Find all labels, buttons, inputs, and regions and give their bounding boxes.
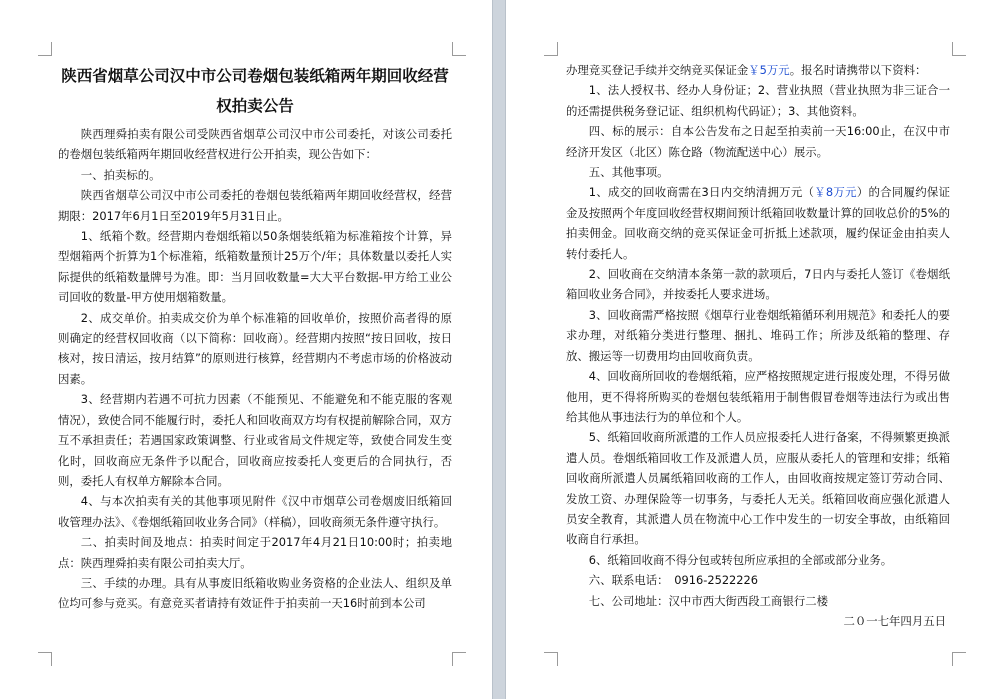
paragraph: 3、经营期内若遇不可抗力因素（不能预见、不能避免和不能克服的客观情况），致使合同不能履行时，委托人和回收商双方均有权提前解除合同，双方互不承担责任；若遇国家政策调整、行业或省局文件规定等，致使合同发生变化时，回收商应无条件予以配合，回收商应按委托人变更后的合同执行，否则，委托人有权单方解除本合同。 <box>58 392 452 488</box>
document-date: 二０一七年四月五日 <box>843 613 946 628</box>
page-text-left[interactable] <box>58 58 452 614</box>
paragraph: 3、回收商需严格按照《烟草行业卷烟纸箱循环利用规范》和委托人的要求办理，对纸箱分类进行整理、捆扎、堆码工作；所涉及纸箱的整理、存放、搬运等一切费用均由回收商负责。 <box>566 307 950 363</box>
paragraph: 陕西省烟草公司汉中市公司委托的卷烟包装纸箱两年期回收经营权，经营期限：2017年6月1日至2019年5月31日止。 <box>58 188 452 223</box>
page-text-right[interactable] <box>566 60 950 631</box>
crop-mark <box>952 42 966 56</box>
paragraph: 2、成交单价。拍卖成交价为单个标准箱的回收单价，按照价高者得的原则确定的经营权回收商（以下简称：回收商）。经营期内按照“按日回收，按日核对，按日清运，按月结算”的原则进行核算，经营期内不考虑市场的价格波动因素。 <box>58 310 452 386</box>
section-heading: 五、其他事项。 <box>588 165 669 180</box>
crop-mark <box>544 652 558 666</box>
document-page-left <box>0 0 492 699</box>
section-heading: 四、标的展示：自本公告发布之日起至拍卖前一天16:00止，在汉中市经济开发区（北区）陈仓路（物流配送中心）展示。 <box>566 124 950 159</box>
paragraph: 6、纸箱回收商不得分包或转包所应承担的全部或部分业务。 <box>588 552 893 567</box>
paragraph: 2、回收商在交纳清本条第一款的款项后，7日内与委托人签订《卷烟纸箱回收业务合同》，并按委托人要求进场。 <box>566 267 950 302</box>
section-heading: 二、拍卖时间及地点：拍卖时间定于2017年4月21日10:00时；拍卖地点：陕西理舜拍卖有限公司拍卖大厅。 <box>58 535 452 570</box>
section-heading: 一、拍卖标的。 <box>80 167 161 182</box>
contact-phone: 六、联系电话： 0916-2522226 <box>588 573 759 588</box>
paragraph: 4、与本次拍卖有关的其他事项见附件《汉中市烟草公司卷烟废旧纸箱回收管理办法》、《卷烟纸箱回收业务合同》（样稿），回收商须无条件遵守执行。 <box>58 494 452 529</box>
section-heading: 三、手续的办理。具有从事废旧纸箱收购业务资格的企业法人、组织及单位均可参与竞买。有意竞买者请持有效证件于拍卖前一天16时前到本公司 <box>58 575 452 611</box>
paragraph: 办理竞买登记手续并交纳竞买保证金￥5万元。报名时请携带以下资料： <box>566 63 927 77</box>
crop-mark <box>544 42 558 56</box>
crop-mark <box>38 652 52 666</box>
paragraph: 5、纸箱回收商所派遣的工作人员应报委托人进行备案，不得频繁更换派遣人员。卷烟纸箱回收工作及派遣人员，应服从委托人的管理和安排；纸箱回收商所派遣人员属纸箱回收商的工作人，由回收商按规定签订劳动合同、发放工资、办理保险等一切事务，与委托人无关。纸箱回收商应强化派遣人员安全教育，其派遣人员在物流中心工作中发生的一切安全事故，由纸箱回收商自行承担。 <box>566 430 950 547</box>
performance-bond-amount: ￥8万元 <box>814 185 857 200</box>
paragraph: 1、成交的回收商需在3日内交纳清拥万元（￥8万元）的合同履约保证金及按照两个年度回收经营权期间预计纸箱回收数量计算的回收总价的5%的拍卖佣金。回收商交纳的竞买保证金可折抵上述款项，履约保证金由拍卖人转付委托人。 <box>566 185 950 261</box>
crop-mark <box>952 652 966 666</box>
crop-mark <box>452 42 466 56</box>
paragraph: 1、纸箱个数。经营期内卷烟纸箱以50条烟装纸箱为标准箱按个计算，异型烟箱两个折算为1个标准箱，纸箱数量预计25万个/年；具体数量以委托人实际提供的纸箱数量牌号为准。即：当月回收数量=大大平台数据-甲方给工业公司回收的数量-甲方使用烟箱数量。 <box>58 229 452 305</box>
document-title: 陕西省烟草公司汉中市公司卷烟包装纸箱两年期回收经营权拍卖公告 <box>61 67 449 115</box>
intro-paragraph: 陕西理舜拍卖有限公司受陕西省烟草公司汉中市公司委托，对该公司委托的卷烟包装纸箱两年期回收经营权进行公开拍卖，现公告如下： <box>58 127 452 162</box>
paragraph: 4、回收商所回收的卷烟纸箱，应严格按照规定进行报废处理，不得另做他用，更不得将所购买的卷烟包装纸箱用于制售假冒卷烟等违法行为或出售给其他从事违法行为的单位和个人。 <box>566 369 950 424</box>
paragraph: 1、法人授权书、经办人身份证；2、营业执照（营业执照为非三证合一的还需提供税务登记证、组织机构代码证）；3、其他资料。 <box>566 83 950 118</box>
crop-mark <box>452 652 466 666</box>
document-page-right <box>506 0 990 699</box>
deposit-amount: ￥5万元 <box>748 63 790 77</box>
crop-mark <box>38 42 52 56</box>
page-gutter <box>492 0 506 699</box>
company-address: 七、公司地址：汉中市西大街西段工商银行二楼 <box>588 593 829 608</box>
